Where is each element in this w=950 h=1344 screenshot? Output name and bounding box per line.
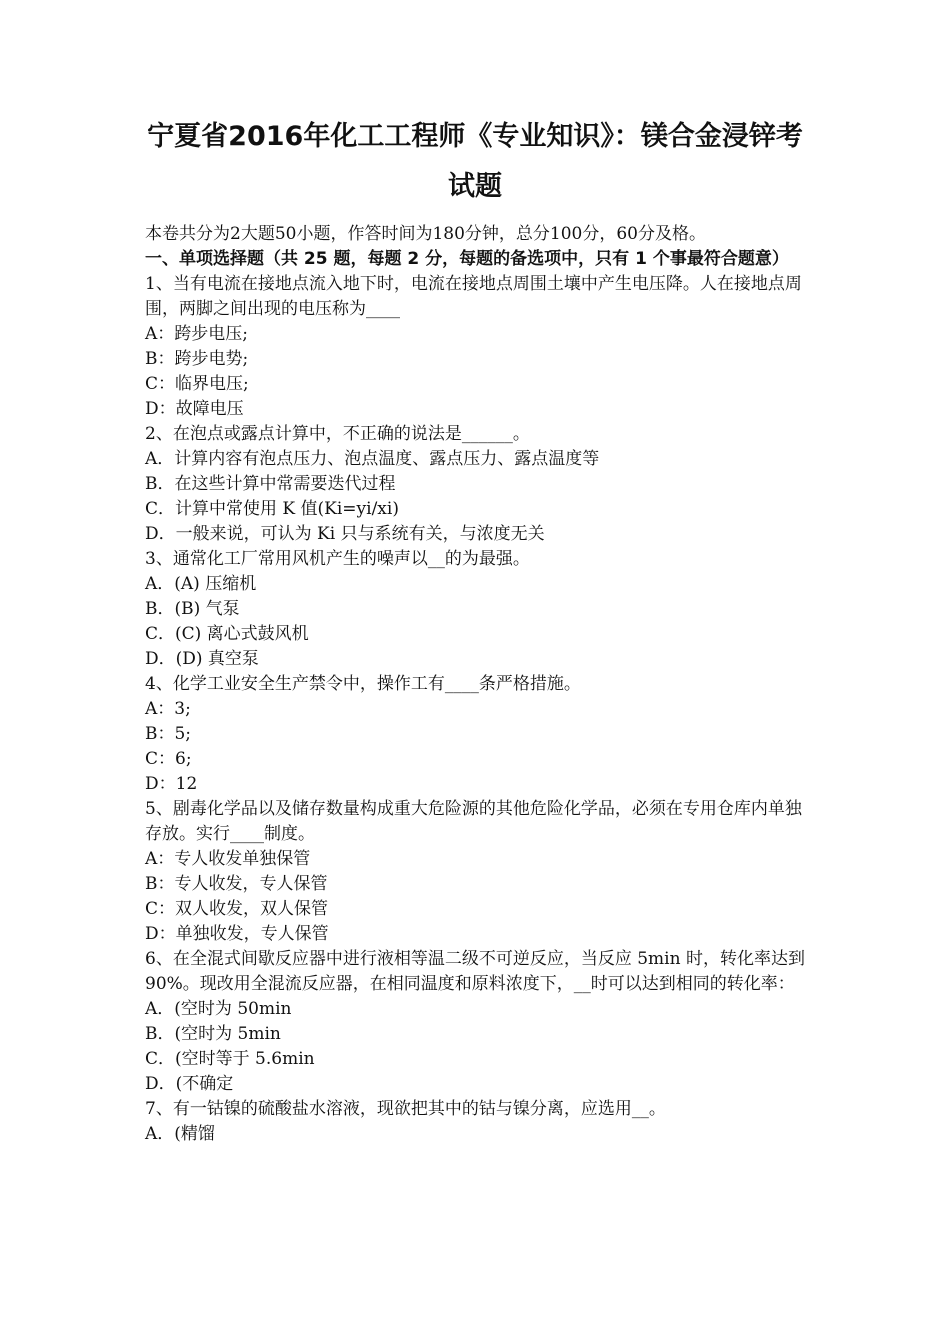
option-a: A：3;: [145, 699, 191, 719]
option-b: B：跨步电势;: [145, 349, 249, 369]
option-list: [145, 847, 810, 947]
question-6: [145, 947, 810, 1097]
option-d: D．一般来说，可认为 Ki 只与系统有关，与浓度无关: [145, 524, 545, 544]
option-b: B．在这些计算中常需要迭代过程: [145, 474, 396, 494]
option-a: A．(空时为 50min: [145, 999, 292, 1019]
question-stem: 5、剧毒化学品以及储存数量构成重大危险源的其他危险化学品，必须在专用仓库内单独存放。实行____制度。: [145, 799, 802, 844]
option-c: C．计算中常使用 K 值(Ki=yi/xi): [145, 499, 399, 519]
question-2: [145, 422, 810, 547]
option-a: A：专人收发单独保管: [145, 849, 311, 869]
option-c: C．(C) 离心式鼓风机: [145, 624, 309, 644]
option-d: D：单独收发，专人保管: [145, 924, 329, 944]
option-b: B．(B) 气泵: [145, 599, 240, 619]
option-a: A．计算内容有泡点压力、泡点温度、露点压力、露点温度等: [145, 449, 600, 469]
document-body: [145, 222, 810, 1147]
option-list: [145, 1122, 810, 1147]
question-3: [145, 547, 810, 672]
option-list: [145, 697, 810, 797]
option-b: B．(空时为 5min: [145, 1024, 281, 1044]
option-list: [145, 322, 810, 422]
option-b: B：专人收发，专人保管: [145, 874, 328, 894]
option-a: A．(A) 压缩机: [145, 574, 257, 594]
option-d: D：故障电压: [145, 399, 244, 419]
document-title: 宁夏省2016年化工工程师《专业知识》：镁合金浸锌考试题: [147, 121, 803, 202]
option-b: B：5;: [145, 724, 192, 744]
question-stem: 2、在泡点或露点计算中，不正确的说法是______。: [145, 424, 530, 444]
option-c: C．(空时等于 5.6min: [145, 1049, 315, 1069]
question-4: [145, 672, 810, 797]
option-c: C：临界电压;: [145, 374, 249, 394]
question-stem: 1、当有电流在接地点流入地下时，电流在接地点周围土壤中产生电压降。人在接地点周围，两脚之间出现的电压称为____: [145, 274, 802, 319]
question-7: [145, 1097, 810, 1147]
question-stem: 4、化学工业安全生产禁令中，操作工有____条严格措施。: [145, 674, 581, 694]
option-c: C：6;: [145, 749, 192, 769]
option-c: C：双人收发，双人保管: [145, 899, 329, 919]
option-list: [145, 572, 810, 672]
option-list: [145, 447, 810, 547]
option-d: D．(不确定: [145, 1074, 234, 1094]
exam-intro: 本卷共分为2大题50小题，作答时间为180分钟，总分100分，60分及格。: [145, 224, 706, 244]
question-stem: 3、通常化工厂常用风机产生的噪声以__的为最强。: [145, 549, 530, 569]
question-5: [145, 797, 810, 947]
question-stem: 7、有一钴镍的硫酸盐水溶液，现欲把其中的钴与镍分离，应选用__。: [145, 1099, 666, 1119]
section-heading: 一、单项选择题（共 25 题，每题 2 分，每题的备选项中，只有 1 个事最符合题意）: [145, 249, 789, 269]
question-stem: 6、在全混式间歇反应器中进行液相等温二级不可逆反应，当反应 5min 时，转化率达到 90%。现改用全混流反应器，在相同温度和原料浓度下，__时可以达到相同的转化率：: [145, 949, 805, 994]
option-list: [145, 997, 810, 1097]
option-a: A：跨步电压;: [145, 324, 249, 344]
option-d: D．(D) 真空泵: [145, 649, 259, 669]
question-1: [145, 272, 810, 422]
option-a: A．(精馏: [145, 1124, 215, 1144]
option-d: D：12: [145, 774, 198, 794]
